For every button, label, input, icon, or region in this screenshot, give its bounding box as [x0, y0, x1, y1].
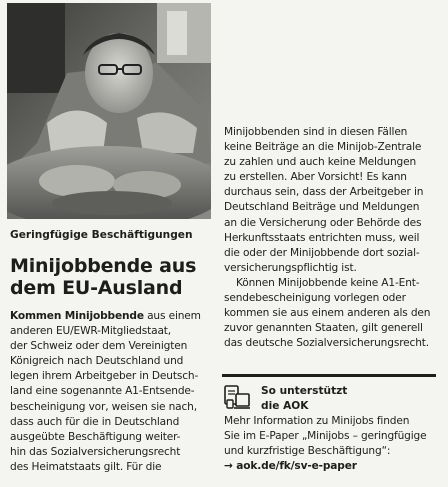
- body-line: Königreich nach Deutschland und: [10, 355, 184, 368]
- body-line: das deutsche Sozialversicherungsrecht.: [224, 337, 429, 350]
- body-line: legen ihrem Arbeitgeber in Deutsch-: [10, 370, 199, 383]
- photo-illustration: [7, 3, 211, 219]
- e-paper-devices-icon: [224, 385, 250, 409]
- article-body-right: [224, 125, 442, 351]
- body-line: an die Versicherung oder Behörde des: [224, 216, 422, 229]
- body-line: bescheinigung vor, weisen sie nach,: [10, 400, 197, 413]
- aok-body-line: Sie im E-Paper „Minijobs – geringfügige: [224, 430, 427, 443]
- aok-box-divider: [222, 374, 436, 377]
- aok-box-body: [224, 414, 439, 474]
- body-line: versicherungspflichtig ist.: [224, 261, 357, 274]
- body-line: ausgeübte Beschäftigung weiter-: [10, 430, 181, 443]
- lead-rest: aus einem: [143, 310, 201, 322]
- body-line: Deutschland Beiträge und Meldungen: [224, 201, 420, 214]
- aok-title-line: die AOK: [261, 399, 309, 412]
- body-line: der Schweiz oder dem Vereinigten: [10, 340, 188, 353]
- body-line: land eine sogenannte A1-Entsende-: [10, 385, 195, 398]
- body-line: hin das Sozialversicherungsrecht: [10, 445, 181, 458]
- body-line: keine Beiträge an die Minijob-Zentrale: [224, 141, 422, 154]
- article-headline: [10, 255, 215, 299]
- aok-body-line: und kurzfristige Beschäftigung“:: [224, 445, 391, 458]
- article-body-left: [10, 309, 215, 475]
- lead-bold: Kommen Minijobbende: [10, 310, 144, 322]
- body-line: Können Minijobbende keine A1-Ent-: [236, 276, 420, 289]
- body-line: zuvor genannten Staaten, gilt generell: [224, 322, 423, 335]
- headline-line: dem EU-Ausland: [10, 277, 183, 299]
- body-line: des Heimatstaats gilt. Für die: [10, 460, 162, 473]
- left-column: [10, 228, 215, 475]
- body-line: anderen EU/EWR-Mitgliedstaat,: [10, 325, 172, 338]
- article-kicker: Geringfügige Beschäftigungen: [10, 229, 193, 241]
- aok-body-line: Mehr Information zu Minijobs finden: [224, 415, 410, 427]
- body-line: Minijobbenden sind in diesen Fällen: [224, 126, 408, 138]
- headline-line: Minijobbende aus: [10, 255, 197, 277]
- aok-title-line: So unterstützt: [261, 385, 348, 397]
- body-line: kommen sie aus einem anderen als den: [224, 307, 431, 320]
- article-photo: [7, 3, 211, 219]
- body-line: die oder der Minijobbende dort sozial-: [224, 246, 420, 259]
- aok-box-title: [261, 384, 347, 413]
- body-line: Herkunftsstaats entrichten muss, weil: [224, 231, 420, 244]
- body-line: dass auch für die in Deutschland: [10, 415, 180, 428]
- body-line: zu erstellen. Aber Vorsicht! Es kann: [224, 171, 407, 184]
- body-line: [10, 309, 215, 324]
- aok-e-paper-link[interactable]: → aok.de/fk/sv-e-paper: [224, 460, 357, 473]
- body-line: durchaus sein, dass der Arbeitgeber in: [224, 186, 424, 199]
- body-line: sendebescheinigung vorlegen oder: [224, 292, 406, 305]
- body-line: zu zahlen und auch keine Meldungen: [224, 156, 417, 169]
